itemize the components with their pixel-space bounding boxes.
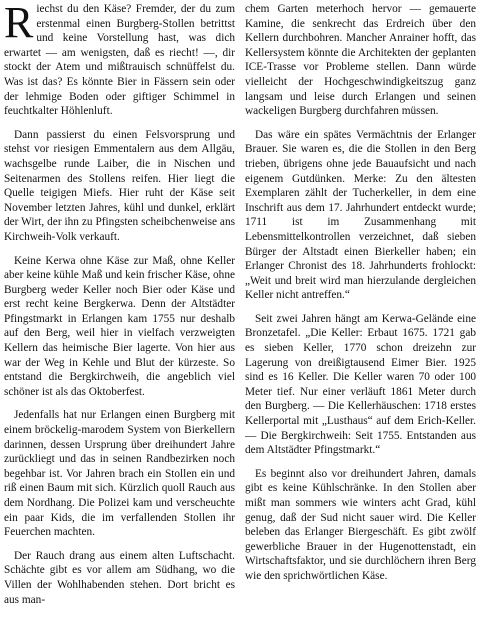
paragraph-5: Der Rauch drang aus einem alten Luftschacht. Schächte gibt es vor allem am Südhang, wo die Villen der Wohlhabenden stehen. Dort bricht es aus man-: [4, 549, 235, 606]
paragraph-1-text: iechst du den Käse? Fremder, der du zum erstenmal einen Burgberg-Stollen betrittst und keine Vorstellung hast, was dich erwartet — am wenigsten, daß es riecht! —, dir stockt der Atem und mißtrauisch schnüffelst du. Was ist das? Es könnte Bier in Fässern sein oder der lehmige Boden oder giftiger Schimmel in feuchtkalter Höhlenluft.: [4, 3, 235, 118]
right-column: [245, 2, 476, 638]
drop-cap: R: [4, 2, 34, 47]
left-column: [4, 2, 235, 638]
paragraph-1: [4, 2, 235, 119]
paragraph-4: Jedenfalls hat nur Erlangen einen Burgberg mit einem bröckelig-marodem System von Bierkellern darinnen, dessen Ursprung über dreihundert Jahre zurückliegt und das in seinen Randbezirken noch begehbar ist. Vor Jahren brach ein Stollen ein und riß einen Baum mit sich. Kürzlich quoll Rauch aus dem Nordhang. Die Polizei kam und verscheuchte ein paar Kids, die im verfallenden Stollen ihr Feuerchen machten.: [4, 409, 235, 539]
paragraph-9: Es beginnt also vor dreihundert Jahren, damals gibt es keine Kühlschränke. In den Stollen aber mißt man sommers wie winters acht Grad, kühl genug, daß der Sud nicht sauer wird. Die Keller beleben das Erlanger Biergeschäft. Es gibt zwölf gewerbliche Brauer in der Hugenottenstadt, ein Wirtschaftsfaktor, und sie durchlöchern ihren Berg wie den sprichwörtlichen Käse.: [245, 467, 476, 582]
paragraph-6: chem Garten meterhoch hervor — gemauerte Kamine, die senkrecht das Erdreich über den Kellern durchbohren. Mancher Anrainer hofft, das Kellersystem könnte die Architekten der geplanten ICE-Trasse vor Probleme stellen. Dann würde vielleicht der Hochgeschwindigkeitszug ganz langsam und leise durch Erlangen und seinen wackeligen Burgberg durchfahren müssen.: [245, 3, 476, 118]
paragraph-7: Das wäre ein spätes Vermächtnis der Erlanger Brauer. Sie waren es, die die Stollen in den Berg trieben, übrigens ohne jede Bauaufsicht und nach eigenem Gutdünken. Merke: Zu den ältesten Exemplaren zählt der Tucherkeller, in dem eine Inschrift aus dem 17. Jahrhundert entdeckt wurde; 1711 ist im Zusammenhang mit Lebensmittelkontrollen verzeichnet, daß sieben Bürger der Altstadt einen Bierkeller haben; ein Erlanger Chronist des 18. Jahrhunderts frohlockt: „Weit und breit wird man hierzulande dergleichen Keller nicht antreffen.“: [245, 128, 476, 302]
paragraph-2: Dann passierst du einen Felsvorsprung und stehst vor riesigen Emmentalern aus dem Allgäu, wachsgelbe runde Laiber, die in Nischen und Seitenarmen des Stollens reifen. Hier liegt die Quelle teigigen Miefs. Hier ruht der Käse seit November letzten Jahres, kühl und dunkel, erklärt der Wirt, der ihn zu Pfingsten scheibchenweise ans Kirchweih-Volk verkauft.: [4, 128, 235, 243]
paragraph-3: Keine Kerwa ohne Käse zur Maß, ohne Keller aber keine kühle Maß und kein frischer Käse, ohne Burgberg weder Keller noch Bier oder Käse und erst recht keine Bergkerwa. Denn der Altstädter Pfingstmarkt in Erlangen kam 1755 nur deshalb auf den Berg, weil hier in vielfach verzweigten Kellern das heimische Bier lagerte. Von hier aus war der Weg in Kehle und Blut der kürzeste. So entstand die Bergkirchweih, die angeblich viel schöner ist als das Oktoberfest.: [4, 254, 235, 398]
paragraph-8: Seit zwei Jahren hängt am Kerwa-Gelände eine Bronzetafel. „Die Keller: Erbaut 1675. 1721 gab es sieben Keller, 1770 schon dreizehn zur Lagerung von dreißigtausend Eimer Bier. 1925 sind es 16 Keller. Die Keller waren 70 oder 100 Meter tief. Nur einer verläuft 1861 Meter durch den Burgberg. — Die Kellerhäuschen: 1718 erstes Kellerportal mit „Lusthaus“ auf dem Erich-Keller. — Die Bergkirchweih: Seit 1755. Entstanden aus dem Altstädter Pfingstmarkt.“: [245, 312, 476, 457]
